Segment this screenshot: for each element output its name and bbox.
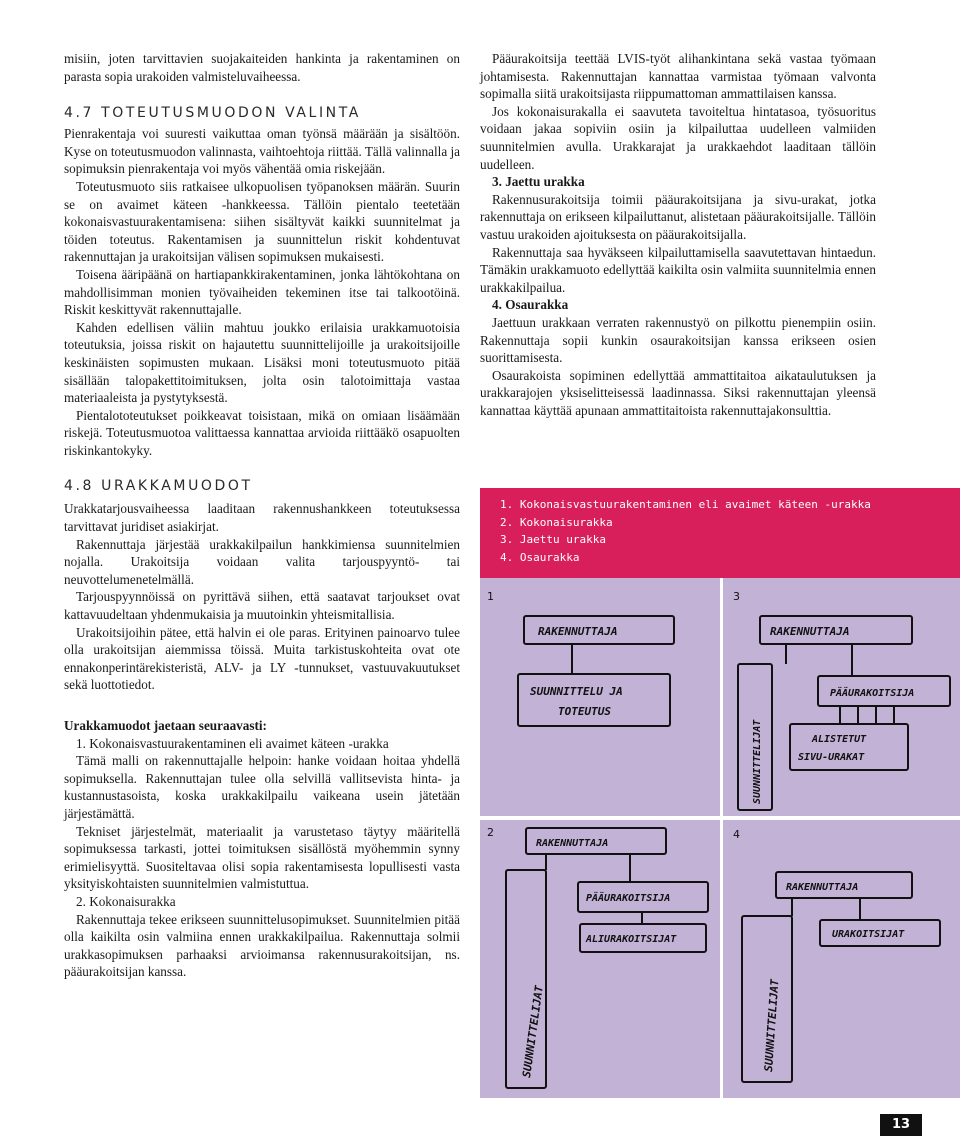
paragraph: Rakennuttaja järjestää urakkakilpailun hankkimiensa suunnitelmien nojalla. Urakoitsija voidaan valita tarjouspyyntö- tai neuvottelumenetelmällä. bbox=[64, 536, 460, 587]
legend-item: 1. Kokonaisvastuurakentaminen eli avaimet käteen -urakka bbox=[500, 498, 871, 511]
panel-number: 1 bbox=[487, 590, 494, 603]
section-heading-4-8: 4.8 URAKKAMUODOT bbox=[64, 478, 253, 495]
panel-number: 4 bbox=[733, 828, 740, 841]
legend-item: 2. Kokonaisurakka bbox=[500, 515, 613, 529]
label-alistetut: ALISTETUT bbox=[812, 734, 867, 745]
paragraph: Urakoitsijoihin pätee, että halvin ei ole paras. Erityinen painoarvo tulee olla urakoitsijan aiemmissa töissä. Muita tarkistuskohteita ovat ote ennakonperintärekisteristä, ALV- ja LY -tunnukset, vastuuvakuutukset sekä luottotiedot. bbox=[64, 624, 460, 693]
list-title-1: 1. Kokonaisvastuurakentaminen eli avaimet käteen -urakka bbox=[76, 735, 389, 751]
list-title-3: 3. Jaettu urakka bbox=[492, 174, 585, 190]
label-aliurakoitsijat: ALIURAKOITSIJAT bbox=[586, 934, 677, 945]
page-number: 13 bbox=[880, 1114, 922, 1136]
label-paaurakoitsija: PÄÄURAKOITSIJA bbox=[830, 688, 915, 699]
intro-paragraph: misiin, joten tarvittavien suojakaiteiden hankinta ja rakentaminen on parasta sopia urakoiden valmisteluvaiheessa. bbox=[64, 51, 460, 84]
legend-item: 4. Osaurakka bbox=[500, 550, 580, 564]
paragraph: Pääurakoitsija teettää LVIS-työt alihankintana sekä vastaa työmaan johtamisesta. Rakennuttajan kannattaa varmistaa työmaan valvonta sopimalla siitä urakoitsijasta riippumattoman ammattilaisen kanssa. bbox=[480, 51, 876, 102]
paragraph: Tarjouspyynnöissä on pyrittävä siihen, että saatavat tarjoukset ovat kattavuudeltaan yhdenmukaisia ja muutoinkin yhteismitallisia. bbox=[64, 589, 460, 623]
contract-forms-diagram bbox=[480, 578, 960, 1098]
paragraph: Toisena ääripäänä on hartiapankkirakentaminen, jonka lähtökohtana on mahdollisimman monien työvaiheiden tekeminen itse tai talkootöinä. Riskit keskittyvät rakennuttajalle. bbox=[64, 266, 460, 318]
section-heading-4-7: 4.7 TOTEUTUSMUODON VALINTA bbox=[64, 105, 361, 122]
list-title-4: 4. Osaurakka bbox=[492, 297, 569, 313]
label-rakennuttaja: RAKENNUTTAJA bbox=[538, 625, 618, 638]
subheading: Urakkamuodot jaetaan seuraavasti: bbox=[64, 718, 267, 733]
label-rakennuttaja: RAKENNUTTAJA bbox=[770, 625, 850, 638]
list-title-2: 2. Kokonaisurakka bbox=[76, 893, 176, 909]
paragraph: Rakennusurakoitsija toimii pääurakoitsijana ja sivu-urakat, jotka rakennuttaja on erikseen kilpailuttanut, alistetaan pääurakoitsijalle. Tällöin vastuu urakoiden ajoituksesta on pääurakoitsijalla. bbox=[480, 191, 876, 242]
label-toteutus: TOTEUTUS bbox=[558, 705, 611, 718]
label-urakoitsijat: URAKOITSIJAT bbox=[832, 929, 905, 940]
paragraph: Pientalototeutukset poikkeavat toisistaan, mikä on omiaan lisäämään riskejä. Toteutusmuotoa valittaessa kannattaa arvioida riittääkö osapuolten riskinkantokyky. bbox=[64, 407, 460, 458]
paragraph: Jaettuun urakkaan verraten rakennustyö on pilkottu pienempiin osiin. Rakennuttaja sopii kunkin osaurakoitsijan kanssa erikseen osien suorittamisesta. bbox=[480, 314, 876, 366]
panel-number: 2 bbox=[487, 826, 494, 839]
left-column bbox=[64, 50, 460, 981]
label-rakennuttaja: RAKENNUTTAJA bbox=[786, 882, 859, 893]
label-suunnittelijat: SUUNNITTELIJAT bbox=[520, 984, 546, 1079]
paragraph: Osaurakoista sopiminen edellyttää ammattitaitoa aikataulutuksen ja urakkarajojen yksiselitteisessä laadinnassa. Siksi rakennuttajan yleensä kannattaa käyttää apunaan ammattitaitoista rakennuttajakonsulttia. bbox=[480, 367, 876, 418]
label-rakennuttaja: RAKENNUTTAJA bbox=[536, 838, 609, 849]
paragraph: Rakennuttaja saa hyväkseen kilpailuttamisella saavutettavan hintaedun. Tämäkin urakkamuoto edellyttää kaikilta osin valmiita suunnitelmia ennen urakkakilpailua. bbox=[480, 244, 876, 295]
paragraph: Jos kokonaisurakalla ei saavuteta tavoiteltua hintatasoa, työsuoritus voidaan jakaa sopiviin osiin ja kilpailuttaa uudelleen valmiiden suunnitelmien avulla. Urakkarajat ja urakkaehdot laaditaan tällöin uudelleen. bbox=[480, 103, 876, 172]
paragraph: Pienrakentaja voi suuresti vaikuttaa oman työnsä määrään ja sisältöön. Kyse on toteutusmuodon valinnasta, vaihtoehtoja riittää. Tällä valinnalla ja sopimuksin pienrakentaja voi myös vähentää omia riskejään. bbox=[64, 126, 461, 177]
legend-item: 3. Jaettu urakka bbox=[500, 533, 606, 546]
paragraph: Tämä malli on rakennuttajalle helpoin: hanke voidaan hoitaa yhdellä sopimuksella. Rakennuttajan tulee olla selvillä vallitsevista hinta- ja kustannustasoista, koska urakkakilpailu vaikeana usein jätetään järjestämättä. bbox=[64, 753, 460, 821]
paragraph: Toteutusmuoto siis ratkaisee ulkopuolisen työpanoksen määrän. Suurin se on avaimet käteen -hankkeessa. Tällöin pientalo teetetään kokonaisvastuurakentamisena: siihen sisältyvät kaikki suunnitelmat ja töiden toteutus. Rakentamisen ja suunnittelun riskit kohdentuvat rakennuttajan ja urakoitsijan välisen sopimuksen mukaisesti. bbox=[64, 178, 460, 265]
label-suunnittelu: SUUNNITTELU JA bbox=[530, 685, 623, 698]
label-paaurakoitsija: PÄÄURAKOITSIJA bbox=[586, 893, 671, 904]
paragraph: Kahden edellisen väliin mahtuu joukko erilaisia urakkamuotoisia toteutuksia, joissa riskit on hajautettu suunnittelijoille ja urakoitsijoille keskinäisten sopimusten mukaan. Lisäksi moni toteutusmuoto pitää sisällään talopakettitoimituksen, jolta osin talotoimittaja vastaa materiaaleista ja pystytyksestä. bbox=[64, 319, 460, 406]
panel-4 bbox=[723, 820, 960, 1098]
label-suunnittelijat: SUUNNITTELIJAT bbox=[762, 978, 782, 1073]
paragraph: Urakkatarjousvaiheessa laaditaan rakennushankkeen toteutuksessa tarvittavat juridiset asiakirjat. bbox=[64, 501, 460, 535]
panel-number: 3 bbox=[733, 590, 740, 603]
legend-box bbox=[480, 488, 960, 578]
paragraph: Rakennuttaja tekee erikseen suunnittelusopimukset. Suunnitelmien pitää olla kaikilta osin valmiina ennen urakkakilpailua. Rakennuttaja solmii urakkasopimuksen parhaaksi arvioimansa rakennusurakoitsijan, ns. pääurakoitsijan kanssa. bbox=[64, 911, 460, 980]
label-suunnittelijat: SUUNNITTELIJAT bbox=[752, 719, 763, 804]
label-sivu-urakat: SIVU-URAKAT bbox=[798, 752, 865, 763]
panel-2 bbox=[480, 820, 720, 1098]
paragraph: Tekniset järjestelmät, materiaalit ja varustetaso täytyy määritellä sopimuksessa tarkasti, jottei toimituksen sisällöstä myöhemmin synny erimielisyyttä. Suositeltavaa olisi sopia rakentamisesta lopullisesti vasta yksityiskohtaisten suunnitelmien valmistuttua. bbox=[64, 823, 460, 892]
right-column bbox=[480, 50, 876, 419]
